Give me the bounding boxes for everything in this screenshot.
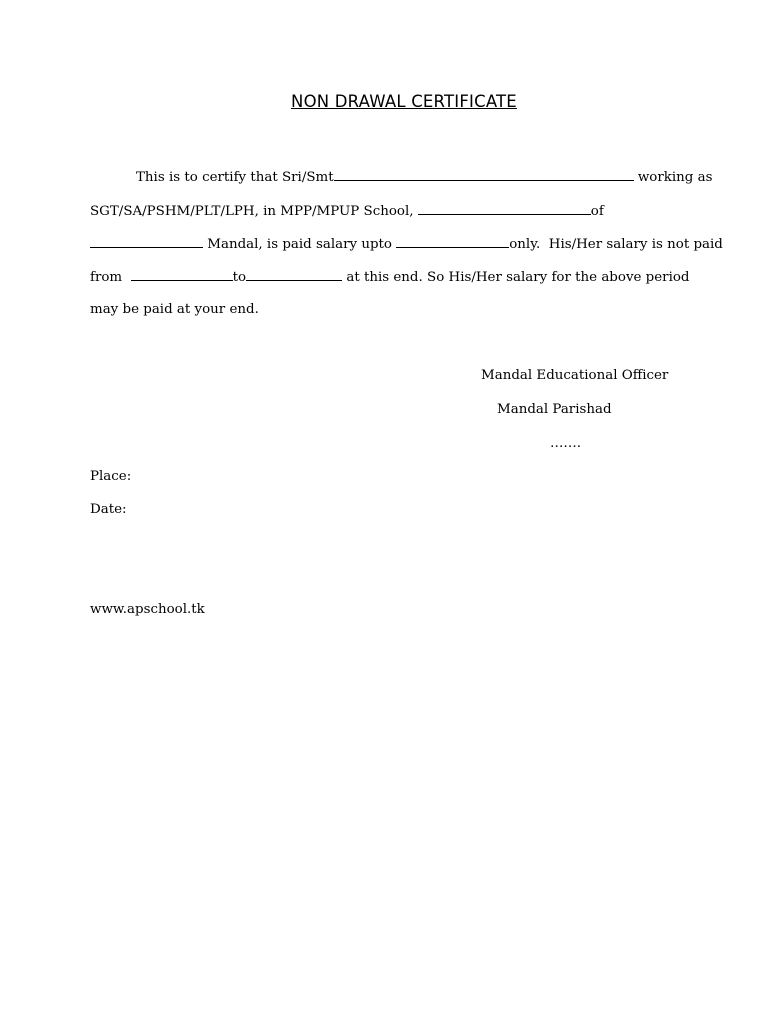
certificate-title: NON DRAWAL CERTIFICATE: [291, 92, 517, 111]
line4-lead-text: from: [90, 270, 131, 285]
line4-tail-text: at this end. So His/Her salary for the above period: [342, 270, 690, 285]
place-label: Place:: [90, 469, 132, 484]
mandal-blank: [90, 235, 203, 248]
line4-mid-text: to: [232, 270, 247, 285]
officer-designation: Mandal Educational Officer: [481, 368, 669, 383]
salary-upto-blank: [396, 235, 509, 248]
line2-lead-text: SGT/SA/PSHM/PLT/LPH, in MPP/MPUP School,: [90, 204, 418, 219]
paragraph-line-4: [90, 268, 690, 286]
line1-tail-text: working as: [633, 170, 713, 185]
from-date-blank: [131, 268, 233, 281]
to-date-blank: [246, 268, 342, 281]
office-name: Mandal Parishad: [497, 402, 612, 417]
name-blank: [334, 168, 634, 181]
line3-tail-text: only. His/Her salary is not paid: [509, 237, 723, 252]
line2-tail-text: of: [590, 204, 604, 219]
website-text: www.apschool.tk: [90, 602, 205, 617]
paragraph-line-3: [90, 235, 723, 253]
place-dots: …….: [550, 436, 582, 451]
paragraph-line-5: may be paid at your end.: [90, 302, 259, 317]
date-label: Date:: [90, 502, 127, 517]
line3-mid-text: Mandal, is paid salary upto: [203, 237, 397, 252]
paragraph-line-1: [136, 168, 712, 186]
line1-lead-text: This is to certify that Sri/Smt: [136, 170, 334, 185]
school-blank: [418, 202, 591, 215]
paragraph-line-2: [90, 202, 604, 220]
